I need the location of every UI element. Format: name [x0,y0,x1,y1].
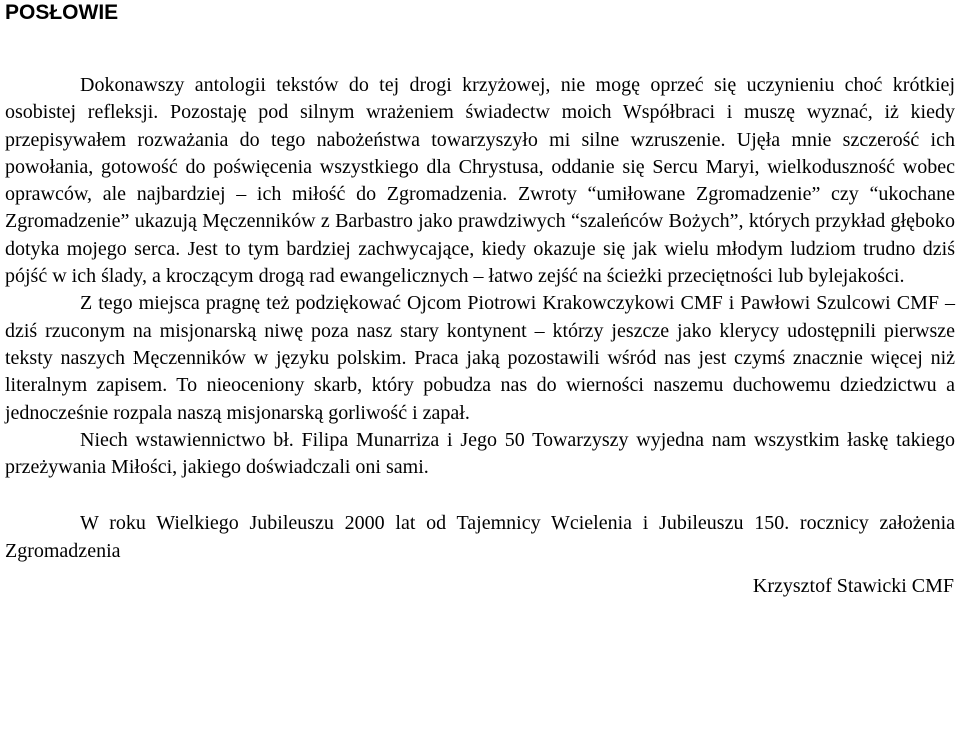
author-signature: Krzysztof Stawicki CMF [752,575,954,598]
paragraph-jubilee-note: W roku Wielkiego Jubileuszu 2000 lat od Tajemnicy Wcielenia i Jubileuszu 150. rocznicy założenia Zgromadzenia [5,512,955,562]
document-page [5,0,955,738]
paragraph-thanks: Z tego miejsca pragnę też podziękować Ojcom Piotrowi Krakowczykowi CMF i Pawłowi Szulcowi CMF – dziś rzuconym na misjonarską niwę poza nasz stary kontynent – którzy jeszcze jako klerycy udostępnili pierwsze teksty naszych Męczenników w języku polskim. Praca jaką pozostawili wśród nas jest czymś znacznie więcej niż literalnym zapisem. To nieoceniony skarb, który pobudza nas do wierności naszemu duchowemu dziedzictwu a jednocześnie rozpala naszą misjonarską gorliwość i zapał. [5,292,955,424]
page-title: POSŁOWIE [5,1,119,24]
afterword-body [5,72,955,565]
paragraph-reflection: Dokonawszy antologii tekstów do tej drogi krzyżowej, nie mogę oprzeć się uczynieniu choć krótkiej osobistej refleksji. Pozostaję pod silnym wrażeniem świadectw moich Współbraci i muszę wyznać, iż kiedy przepisywałem rozważania do tego nabożeństwa towarzyszyło mi silne wzruszenie. Ujęła mnie szczerość ich powołania, gotowość do poświęcenia wszystkiego dla Chrystusa, oddanie się Sercu Maryi, wielkoduszność wobec oprawców, ale najbardziej – ich miłość do Zgromadzenia. Zwroty “umiłowane Zgromadzenie” czy “ukochane Zgromadzenie” ukazują Męczenników z Barbastro jako prawdziwych “szaleńców Bożych”, których przykład głęboko dotyka mojego serca. Jest to tym bardziej zachwycające, kiedy okazuje się jak wielu młodym ludziom trudno dziś pójść w ich ślady, a kroczącym drogą rad ewangelicznych – łatwo zejść na ścieżki przeciętności lub bylejakości. [5,74,955,288]
paragraph-intercession: Niech wstawiennictwo bł. Filipa Munarriza i Jego 50 Towarzyszy wyjedna nam wszystkim łaskę takiego przeżywania Miłości, jakiego doświadczali oni sami. [5,428,955,479]
